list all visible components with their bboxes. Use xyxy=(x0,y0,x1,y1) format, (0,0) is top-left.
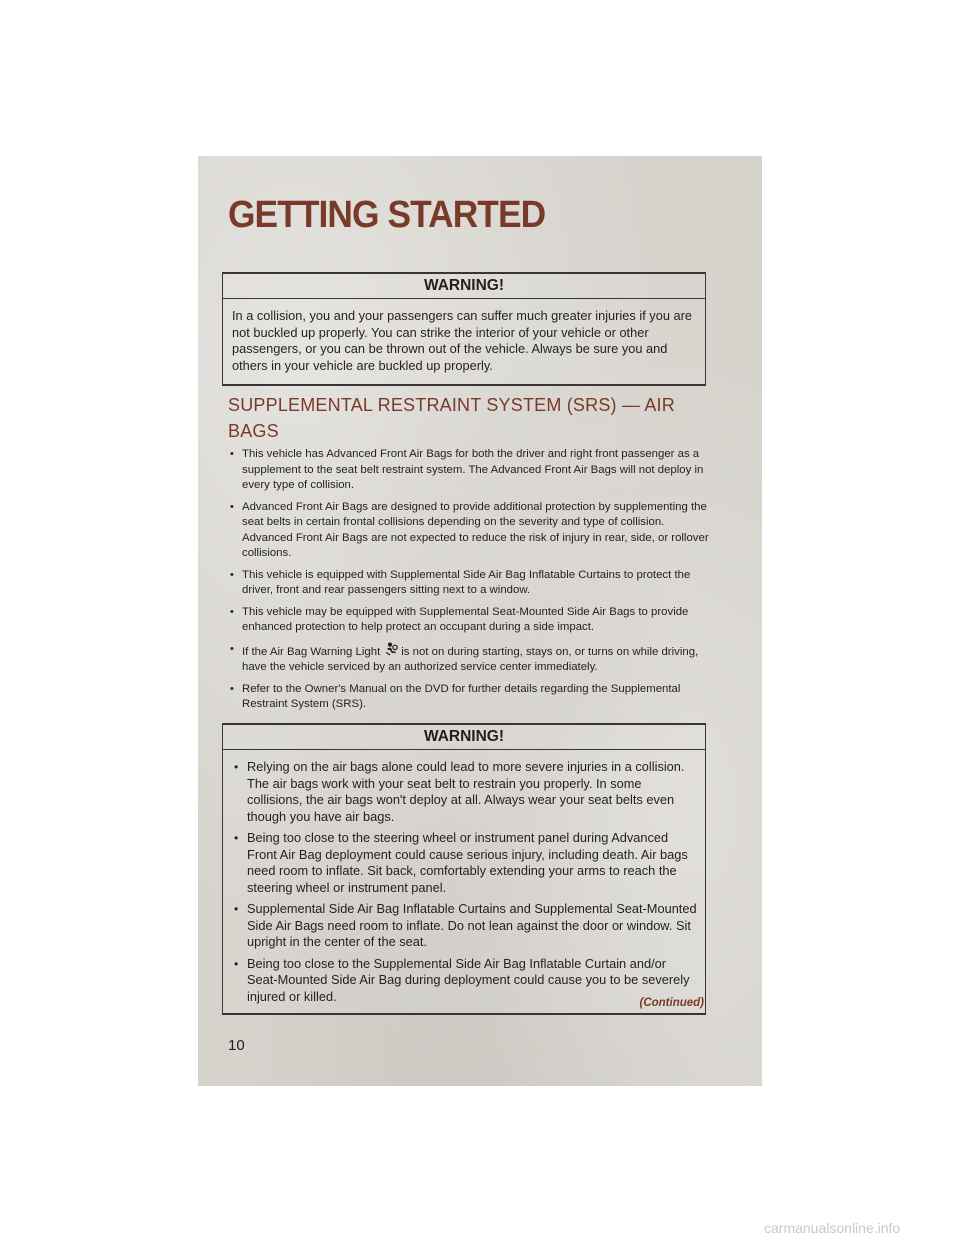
list-item: • This vehicle is equipped with Supplemental Side Air Bag Inflatable Curtains to protect the driver, front and rear passengers sitting next to a window. xyxy=(230,568,691,596)
warning-list xyxy=(223,750,705,1013)
watermark-link[interactable]: carmanualsonline.info xyxy=(764,1220,901,1236)
warning-box-airbags xyxy=(222,723,706,1015)
list-item: • Relying on the air bags alone could lead to more severe injuries in a collision. The air bags work with your seat belt to restrain you properly. In some collisions, the air bags won't deploy at all. Always wear your seat belts even though you have air bags. xyxy=(234,759,685,824)
section-title: GETTING STARTED xyxy=(228,194,546,236)
warning-box-seatbelt xyxy=(222,272,706,386)
list-item: • Refer to the Owner's Manual on the DVD for further details regarding the Supplemental Restraint System (SRS). xyxy=(230,682,681,710)
srs-bullet-list xyxy=(228,447,714,719)
list-item: • Being too close to the Supplemental Side Air Bag Inflatable Curtain and/or Seat-Mounted Side Air Bag during deployment could cause you to be severely injured or killed. xyxy=(234,955,690,1004)
page-number: 10 xyxy=(228,1037,245,1054)
srs-heading: SUPPLEMENTAL RESTRAINT SYSTEM (SRS) — AIR BAGS xyxy=(228,395,675,441)
list-item: • Advanced Front Air Bags are designed to provide additional protection by supplementing the seat belts in certain frontal collisions depending on the severity and type of collision. Advanced Front Air Bags are not expected to reduce the risk of injury in rear, side, or rollover collisions. xyxy=(230,500,709,559)
manual-page xyxy=(198,156,762,1086)
list-item-warning-light: • If the Air Bag Warning Light is not on during starting, stays on, or turns on while driving, have the vehicle serviced by an authorized service center immediately. xyxy=(230,642,699,673)
list-item: • This vehicle may be equipped with Supplemental Seat-Mounted Side Air Bags to provide enhanced protection to help protect an occupant during a side impact. xyxy=(230,605,689,633)
list-item: • Being too close to the steering wheel or instrument panel during Advanced Front Air Bag deployment could cause serious injury, including death. Air bags need room to inflate. Sit back, comfortably extending your arms to reach the steering wheel or instrument panel. xyxy=(234,830,688,895)
list-item: • This vehicle has Advanced Front Air Bags for both the driver and right front passenger as a supplement to the seat belt restraint system. The Advanced Front Air Bags will not deploy in every type of collision. xyxy=(230,448,704,491)
list-item: • Supplemental Side Air Bag Inflatable Curtains and Supplemental Seat-Mounted Side Air Bags need room to inflate. Do not lean against the door or window. Sit upright in the center of the seat. xyxy=(234,901,697,949)
warning-text: In a collision, you and your passengers can suffer much greater injuries if you are not buckled up properly. You can strike the interior of your vehicle or other passengers, or you can be thrown out of the vehicle. Always be sure you and others in your vehicle are buckled up properly. xyxy=(232,308,692,373)
continued-label: (Continued) xyxy=(639,997,704,1009)
airbag-warning-icon xyxy=(384,642,398,656)
warning-title: WARNING! xyxy=(223,274,705,299)
warning-title: WARNING! xyxy=(223,725,705,750)
